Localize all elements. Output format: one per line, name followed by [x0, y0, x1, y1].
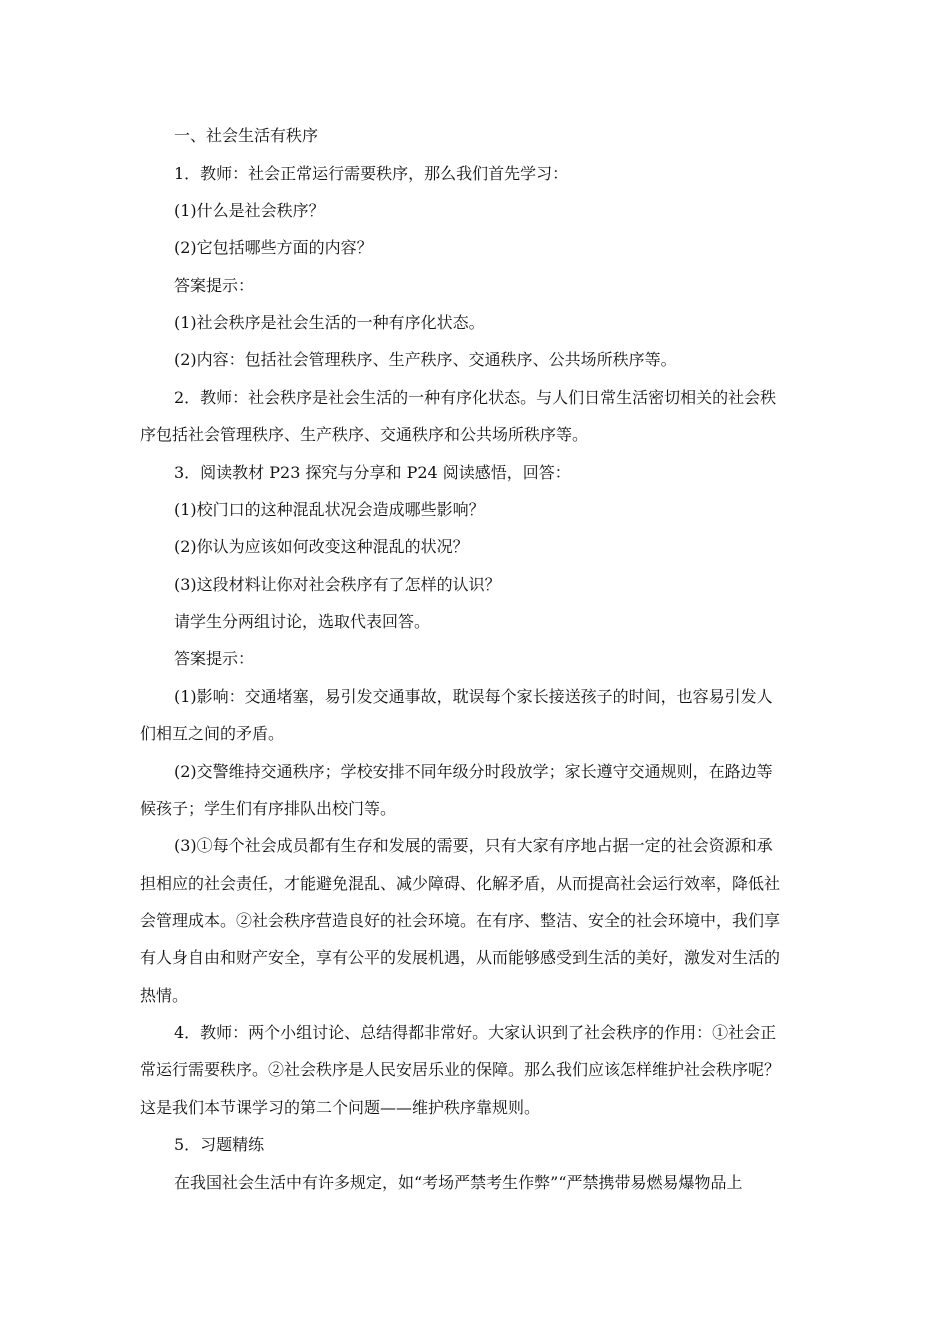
paragraph-line: 3．阅读教材 P23 探究与分享和 P24 阅读感悟，回答：: [174, 463, 571, 482]
paragraph-line: (1)校门口的这种混乱状况会造成哪些影响？: [174, 500, 485, 519]
paragraph-line: (1)影响：交通堵塞，易引发交通事故，耽误每个家长接送孩子的时间，也容易引发人: [174, 687, 773, 706]
paragraph-line: 担相应的社会责任，才能避免混乱、减少障碍、化解矛盾，从而提高社会运行效率，降低社: [140, 874, 781, 893]
paragraph-line: 这是我们本节课学习的第二个问题——维护秩序靠规则。: [140, 1098, 541, 1117]
paragraph-line: 在我国社会生活中有许多规定，如“考场严禁考生作弊”“严禁携带易燃易爆物品上: [174, 1173, 743, 1192]
paragraph-line: 热情。: [140, 986, 189, 1005]
paragraph-line: 会管理成本。②社会秩序营造良好的社会环境。在有序、整洁、安全的社会环境中，我们享: [140, 911, 781, 930]
paragraph-line: 序包括社会管理秩序、生产秩序、交通秩序和公共场所秩序等。: [140, 425, 589, 444]
paragraph-line: (3)①每个社会成员都有生存和发展的需要，只有大家有序地占据一定的社会资源和承: [174, 836, 773, 855]
paragraph-line: (2)它包括哪些方面的内容？: [174, 238, 373, 257]
paragraph-line: 们相互之间的矛盾。: [140, 724, 285, 743]
paragraph-line: 4．教师：两个小组讨论、总结得都非常好。大家认识到了社会秩序的作用：①社会正: [174, 1023, 777, 1042]
paragraph-line: 答案提示：: [174, 276, 255, 295]
paragraph-line: (1)什么是社会秩序？: [174, 201, 325, 220]
paragraph-line: 答案提示：: [174, 649, 255, 668]
paragraph-line: (2)内容：包括社会管理秩序、生产秩序、交通秩序、公共场所秩序等。: [174, 350, 677, 369]
paragraph-line: (3)这段材料让你对社会秩序有了怎样的认识？: [174, 575, 501, 594]
paragraph-line: (1)社会秩序是社会生活的一种有序化状态。: [174, 313, 485, 332]
paragraph-line: (2)交警维持交通秩序；学校安排不同年级分时段放学；家长遵守交通规则，在路边等: [174, 762, 773, 781]
paragraph-line: 候孩子；学生们有序排队出校门等。: [140, 799, 397, 818]
paragraph-line: (2)你认为应该如何改变这种混乱的状况？: [174, 537, 469, 556]
paragraph-line: 常运行需要秩序。②社会秩序是人民安居乐业的保障。那么我们应该怎样维护社会秩序呢？: [140, 1060, 781, 1079]
paragraph-line: 有人身自由和财产安全，享有公平的发展机遇，从而能够感受到生活的美好，激发对生活的: [140, 948, 781, 967]
paragraph-line: 1．教师：社会正常运行需要秩序，那么我们首先学习：: [174, 164, 569, 183]
paragraph-line: 2．教师：社会秩序是社会生活的一种有序化状态。与人们日常生活密切相关的社会秩: [174, 388, 777, 407]
section-heading: 一、社会生活有秩序: [174, 126, 319, 145]
paragraph-line: 请学生分两组讨论，选取代表回答。: [174, 612, 431, 631]
paragraph-line: 5．习题精练: [174, 1135, 265, 1154]
